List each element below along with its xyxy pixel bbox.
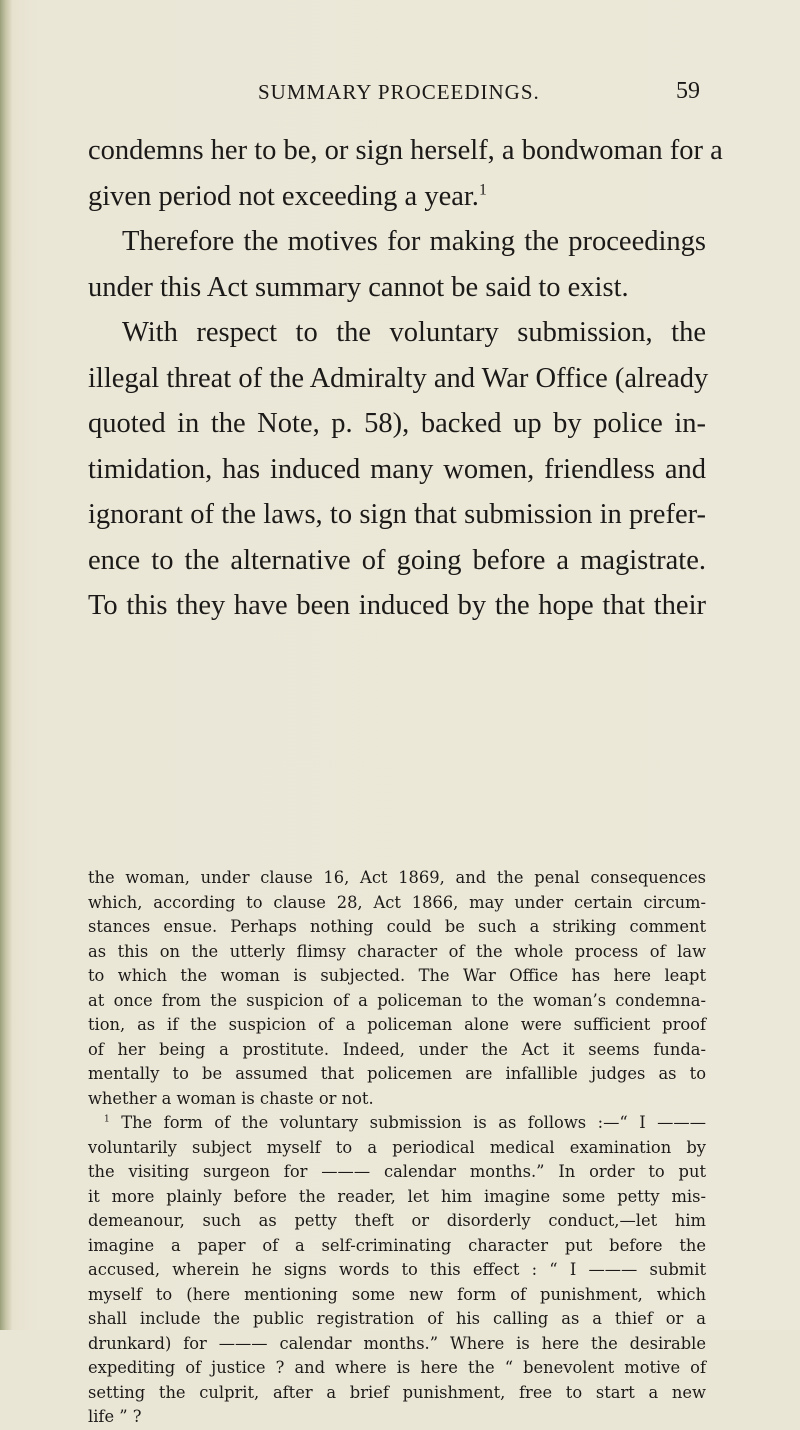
main-text <box>88 128 723 629</box>
text-line: illegal threat of the Admiralty and War Office (already <box>88 362 709 394</box>
footnote-line: to which the woman is subjected. The War Office has here leapt <box>88 966 706 985</box>
text-line: timidation, has induced many women, friendless and <box>88 453 706 485</box>
footnote-marker: 1 <box>104 1114 110 1125</box>
text-line: condemns her to be, or sign herself, a bondwoman for a <box>88 135 723 166</box>
footnote-line <box>88 1111 706 1136</box>
footnotes <box>88 866 706 1430</box>
running-head: SUMMARY PROCEEDINGS. <box>258 80 540 104</box>
footnote-line: the visiting surgeon for ——— calendar months.” In order to put <box>88 1162 706 1181</box>
footnote-line: it more plainly before the reader, let him imagine some petty mis- <box>88 1186 706 1206</box>
footnote-line: as this on the utterly flimsy character of the whole process of law <box>88 941 706 961</box>
text-line: With respect to the voluntary submission, the <box>122 317 706 348</box>
text-line: under this Act summary cannot be said to exist. <box>88 271 629 303</box>
footnote-line: accused, wherein he signs words to this effect : “ I ——— submit <box>88 1260 706 1279</box>
footnote-line: expediting of justice ? and where is here the “ benevolent motive of <box>88 1358 706 1377</box>
footnote-line: stances ensue. Perhaps nothing could be such a striking comment <box>88 917 706 936</box>
footnote-line: myself to (here mentioning some new form of punishment, which <box>88 1284 706 1304</box>
text-line <box>88 174 706 220</box>
page-number: 59 <box>676 78 700 104</box>
footnote-line: imagine a paper of a self-criminating character put before the <box>88 1235 706 1255</box>
footnote-reference: 1 <box>478 181 487 198</box>
footnote-line-content: The form of the voluntary submission is as follows :—“ I ——— <box>121 1113 706 1132</box>
footnote-line: shall include the public registration of his calling as a thief or a <box>88 1309 706 1328</box>
footnote-line: drunkard) for ——— calendar months.” Where is here the desirable <box>88 1333 706 1353</box>
text-line: To this they have been induced by the hope that their <box>88 590 706 621</box>
footnote-line: the woman, under clause 16, Act 1869, and the penal consequences <box>88 868 706 887</box>
page-binding-edge <box>0 0 12 1330</box>
footnote-line: setting the culprit, after a brief punishment, free to start a new <box>88 1382 706 1402</box>
text-line: ignorant of the laws, to sign that submission in prefer- <box>88 499 706 530</box>
footnote-line: voluntarily subject myself to a periodical medical examination by <box>88 1137 706 1157</box>
text-line: Therefore the motives for making the proceedings <box>122 226 706 257</box>
footnote-line: tion, as if the suspicion of a policeman alone were sufficient proof <box>88 1015 706 1034</box>
footnote-line: at once from the suspicion of a policeman to the woman’s condemna- <box>88 990 706 1010</box>
footnote-line: of her being a prostitute. Indeed, under the Act it seems funda- <box>88 1039 706 1059</box>
text-line-content: given period not exceeding a year. <box>88 180 479 212</box>
text-line: ence to the alternative of going before a magistrate. <box>88 544 706 576</box>
footnote-line: whether a woman is chaste or not. <box>88 1088 374 1108</box>
footnote-line: mentally to be assumed that policemen are infallible judges as to <box>88 1064 706 1083</box>
text-line: quoted in the Note, p. 58), backed up by police in- <box>88 408 706 439</box>
page-header <box>0 80 800 110</box>
footnote-line: demeanour, such as petty theft or disorderly conduct,—let him <box>88 1211 706 1230</box>
footnote-line: which, according to clause 28, Act 1866, may under certain circum- <box>88 892 706 912</box>
footnote-line: life ” ? <box>88 1407 142 1426</box>
